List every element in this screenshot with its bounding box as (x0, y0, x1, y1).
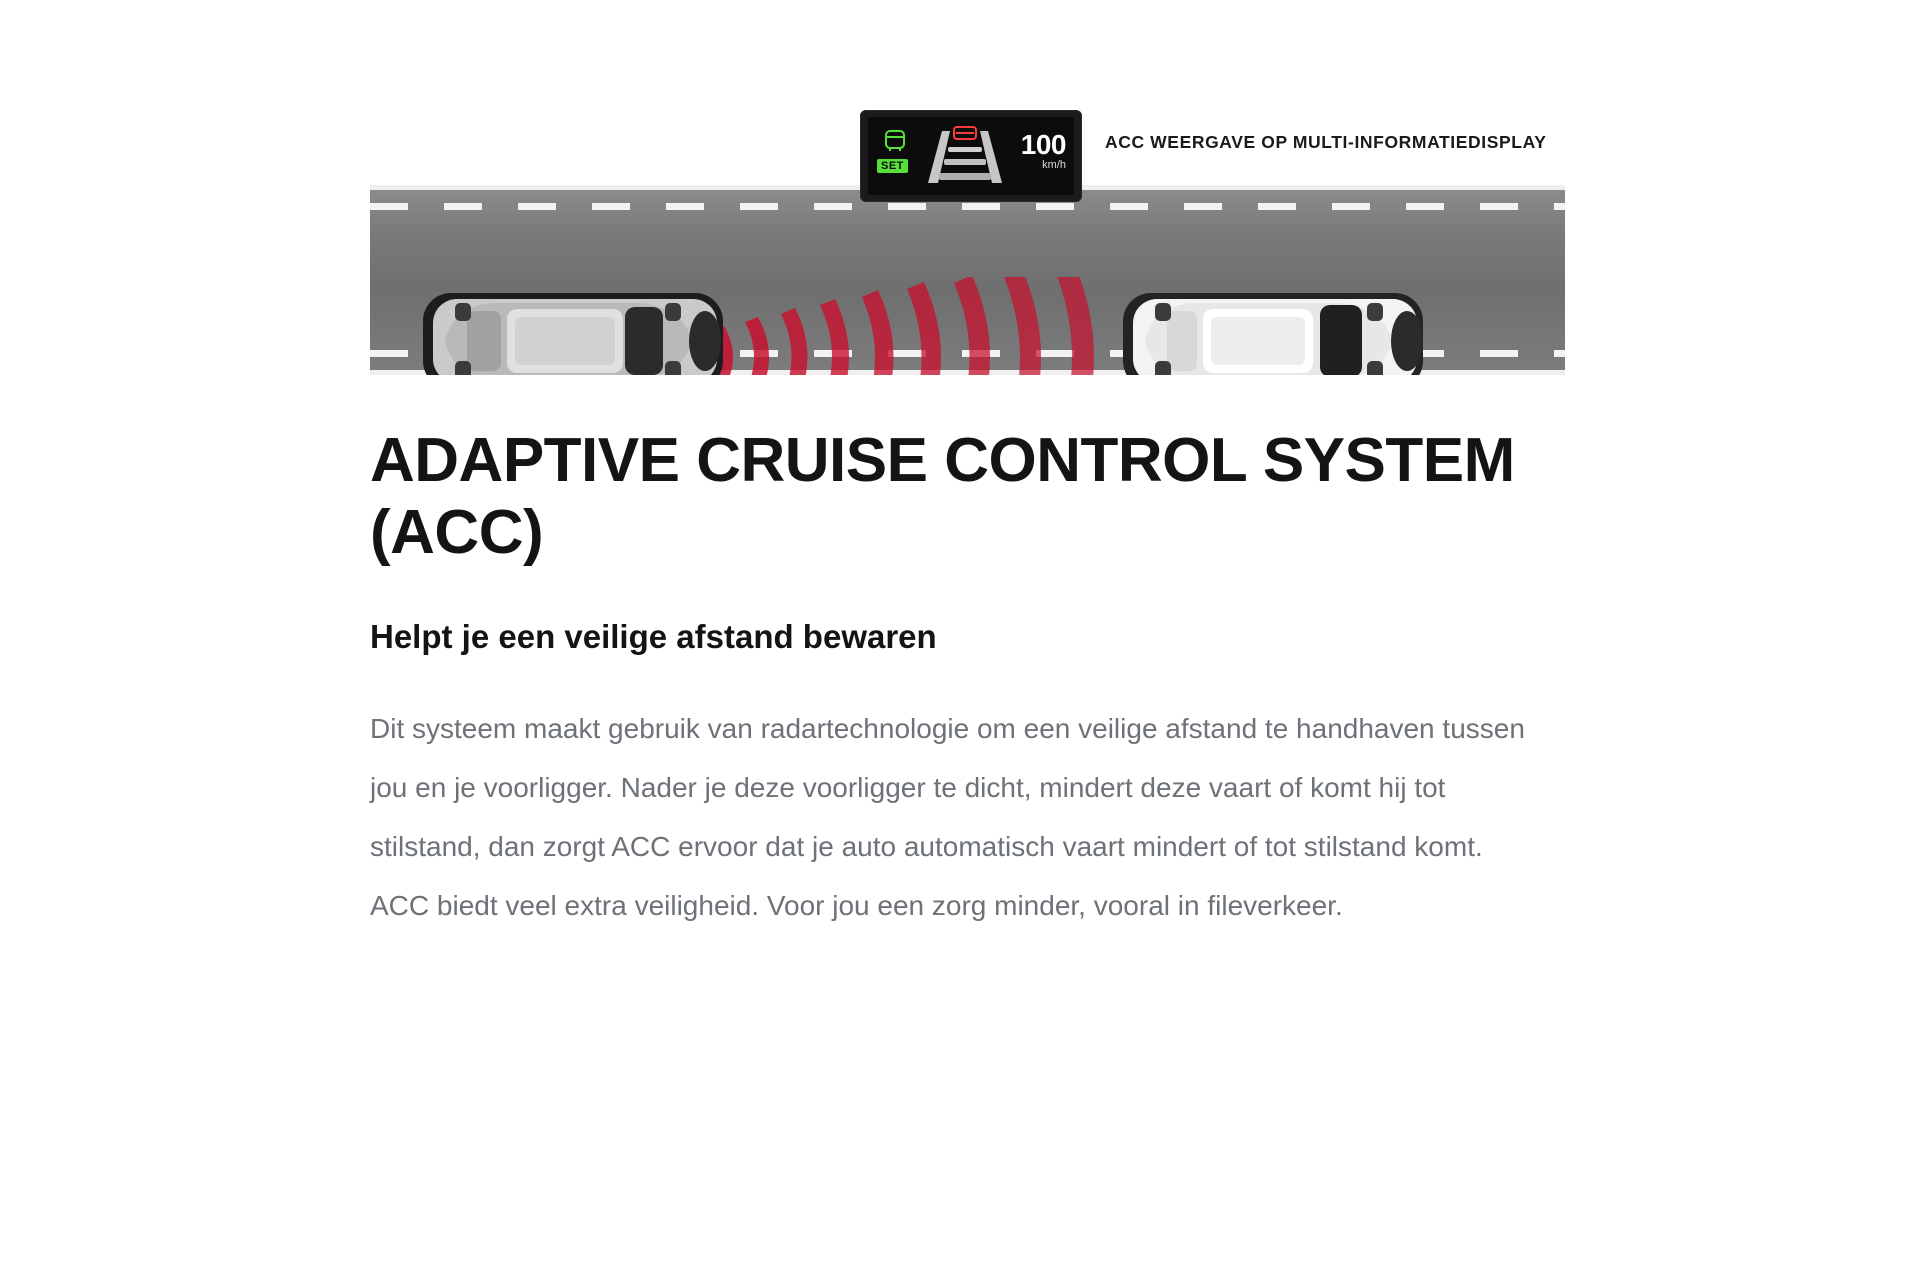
car-front-green-icon (880, 127, 910, 153)
body-paragraph: Dit systeem maakt gebruik van radartechnologie om een veilige afstand te handhaven tussen jou en je voorligger. Nader je deze voorligger te dicht, mindert deze vaart of komt hij tot stilstand, dan zorgt ACC ervoor dat je auto automatisch vaart mindert of tot stilstand komt. ACC biedt veel extra veiligheid. Voor jou een zorg minder, vooral in fileverkeer. (370, 713, 1525, 921)
page-title: ADAPTIVE CRUISE CONTROL SYSTEM (ACC) (370, 426, 1515, 567)
road-scene (370, 185, 1565, 375)
mid-speed-unit: km/h (1042, 159, 1066, 171)
page-subtitle: Helpt je een veilige afstand bewaren (370, 618, 937, 655)
mid-speed-readout (1021, 131, 1066, 171)
car-silver-top-view (415, 281, 745, 375)
car-white-top-view (1115, 281, 1445, 375)
mid-screen (868, 117, 1074, 195)
acc-illustration (370, 110, 1565, 410)
illustration-caption: ACC WEERGAVE OP MULTI-INFORMATIEDISPLAY (1105, 132, 1547, 152)
lane-dashes-top (370, 203, 1565, 210)
article-content (370, 425, 1550, 935)
mid-set-badge: SET (877, 159, 908, 173)
mid-status-group (876, 127, 918, 183)
mid-speed-value: 100 (1020, 129, 1066, 160)
lane-with-vehicle-icon (926, 121, 1004, 191)
multi-information-display (860, 110, 1082, 202)
